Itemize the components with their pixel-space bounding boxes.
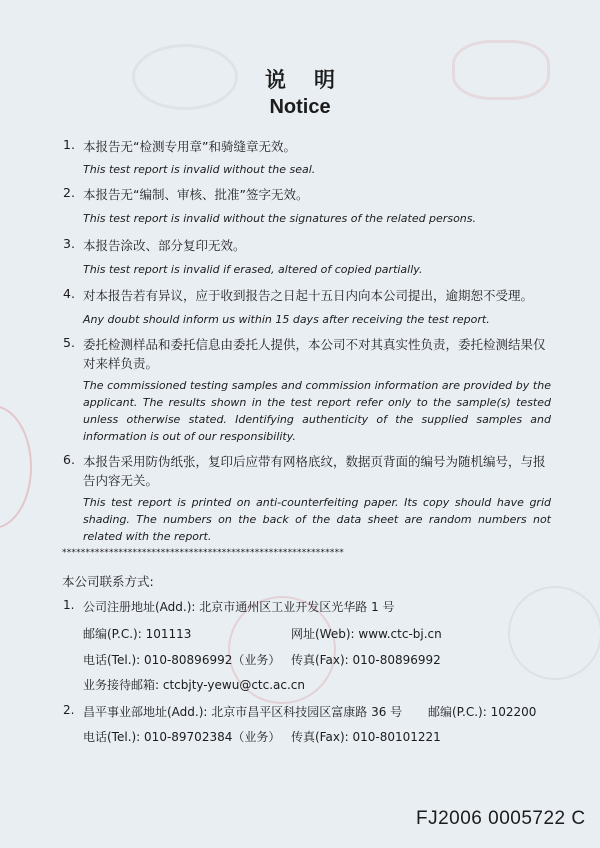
item-number: 5. (63, 335, 75, 350)
item-text-cn: 本报告采用防伪纸张，复印后应带有网格底纹，数据页背面的编号为随机编号，与报告内容无关。 (83, 454, 546, 488)
item-text-cn: 本报告无“编制、审核、批准”签字无效。 (83, 187, 309, 202)
registered-address: 公司注册地址(Add.): 北京市通州区工业开发区光华路 1 号 (83, 600, 395, 614)
grey-stamp-right (508, 586, 600, 680)
item-text-en: Any doubt should inform us within 15 days after receiving the test report. (83, 313, 490, 326)
item-number: 1. (63, 137, 75, 152)
item-text-cn: 对本报告若有异议，应于收到报告之日起十五日内向本公司提出，逾期恕不受理。 (83, 288, 534, 303)
item-number: 6. (63, 452, 75, 467)
item-text-cn: 本报告涂改、部分复印无效。 (83, 238, 246, 253)
fax: 传真(Fax): 010-80101221 (291, 730, 441, 744)
item-text-en: This test report is invalid without the signatures of the related persons. (83, 212, 476, 225)
contact-number: 1. (63, 598, 75, 612)
item-number: 4. (63, 286, 75, 301)
fax: 传真(Fax): 010-80896992 (291, 653, 441, 667)
email[interactable]: 业务接待邮箱: ctcbjty-yewu@ctc.ac.cn (83, 678, 306, 692)
red-stamp-left (0, 405, 32, 529)
item-number: 2. (63, 185, 75, 200)
item-number: 3. (63, 236, 75, 251)
item-text-en: This test report is printed on anti-counterfeiting paper. Its copy should have grid shading. The numbers on the back of the data sheet are random numbers not related with the report. (83, 496, 551, 543)
page-title-cn: 说明 (265, 67, 363, 92)
item-text-cn: 本报告无“检测专用章”和骑缝章无效。 (83, 139, 296, 154)
item-text-cn: 委托检测样品和委托信息由委托人提供，本公司不对其真实性负责，委托检测结果仅对来样负责。 (83, 337, 546, 371)
separator-line: ************************************************************ (62, 548, 344, 558)
telephone: 电话(Tel.): 010-80896992（业务） (83, 653, 281, 667)
website[interactable]: 网址(Web): www.ctc-bj.cn (291, 627, 442, 641)
page-title-en: Notice (269, 96, 331, 118)
postcode: 邮编(P.C.): 101113 (83, 627, 192, 641)
contact-number: 2. (63, 703, 75, 717)
changping-address: 昌平事业部地址(Add.): 北京市昌平区科技园区富康路 36 号 (83, 705, 403, 719)
telephone: 电话(Tel.): 010-89702384（业务） (83, 730, 281, 744)
postcode: 邮编(P.C.): 102200 (428, 705, 537, 719)
item-text-en: The commissioned testing samples and commission information are provided by the applicant. The results shown in the test report refer only to the sample(s) tested unless otherwise stated. Identifying authenticity of the supplied samples and information is out of our responsibility. (83, 379, 551, 443)
serial-number: FJ2006 0005722 C (416, 808, 586, 829)
contact-heading: 本公司联系方式: (62, 574, 154, 589)
item-text-en: This test report is invalid if erased, altered of copied partially. (83, 263, 423, 276)
item-text-en: This test report is invalid without the seal. (83, 163, 316, 176)
